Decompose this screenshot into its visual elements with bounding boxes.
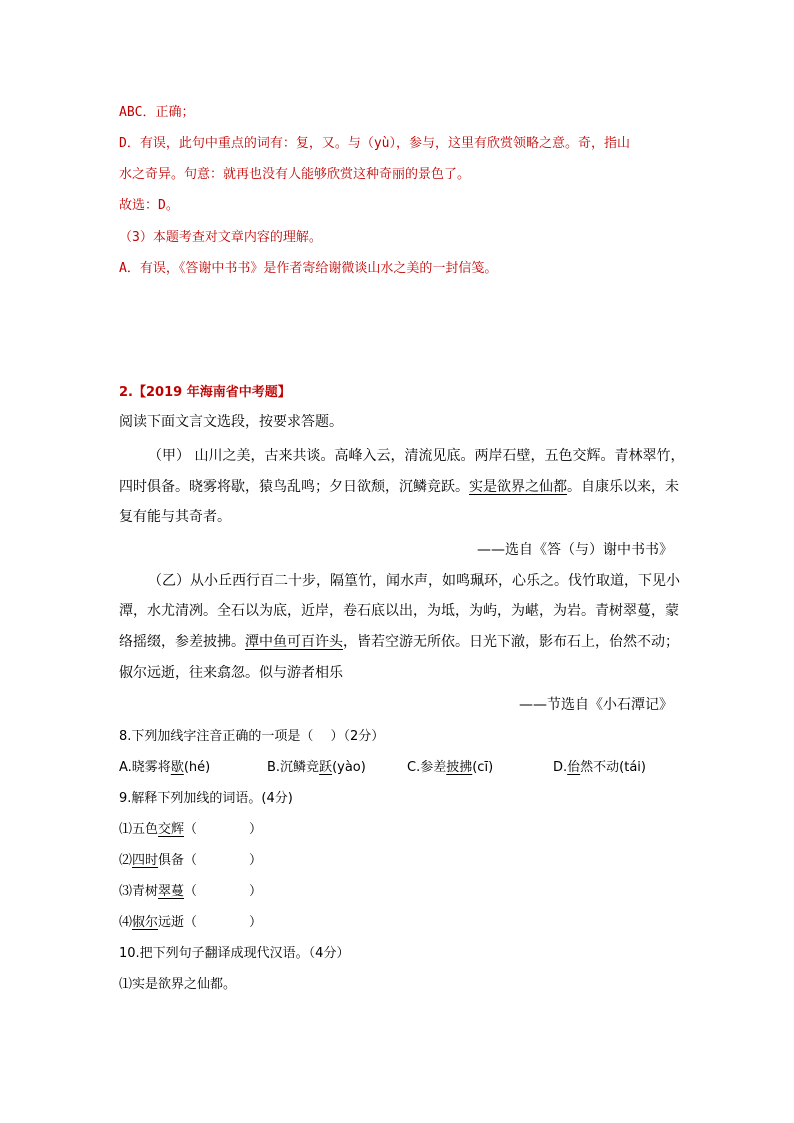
passage-yi-source: ——节选自《小石潭记》 bbox=[519, 697, 673, 713]
q9-item-1-label: ⑴五色 bbox=[119, 822, 159, 837]
q9-item-1 bbox=[119, 820, 262, 840]
passage-yi-line4: 俶尔远逝，往来翕忽。似与游者相乐 bbox=[119, 665, 343, 681]
q9-item-4-label: ⑷ bbox=[119, 915, 133, 930]
passage-yi-line3-tail: ，皆若空游无所依。日光下澈，影布石上，佁然不动； bbox=[343, 634, 679, 650]
q9-item-3 bbox=[119, 882, 262, 902]
underlined-phrase: 实是欲界之仙都 bbox=[469, 479, 567, 495]
passage-jia-line1: （甲） 山川之美，古来共谈。高峰入云，清流见底。两岸石壁，五色交辉。青林翠竹， bbox=[148, 448, 685, 464]
q9-item-2 bbox=[119, 851, 262, 871]
q9-item-2-label: ⑵ bbox=[119, 853, 133, 868]
answer-blank: 俱备（ ） bbox=[158, 853, 263, 868]
answer-q3: （3）本题考查对文章内容的理解。 bbox=[119, 230, 322, 245]
q8-option-b-pinyin: (yào) bbox=[332, 760, 366, 775]
underlined-char: 跃 bbox=[319, 760, 333, 775]
answer-abc: ABC．正确； bbox=[119, 105, 195, 120]
q10-item-1: ⑴实是欲界之仙都。 bbox=[119, 977, 237, 992]
underlined-word: 俶尔 bbox=[132, 915, 159, 930]
answer-q3-a: A．有误，《答谢中书书》是作者寄给谢微谈山水之美的一封信笺。 bbox=[119, 261, 498, 276]
underlined-word: 交辉 bbox=[158, 822, 185, 837]
q8-option-c-pinyin: (cī) bbox=[472, 760, 494, 775]
answer-blank: （ ） bbox=[184, 884, 263, 899]
underlined-char: 披拂 bbox=[446, 760, 473, 775]
q8-option-d: D.佁然不动(tái) bbox=[553, 760, 646, 775]
passage-jia-line2-tail: 。自康乐以来，未 bbox=[567, 479, 679, 495]
q8-option-c bbox=[407, 758, 493, 778]
passage-jia-line3: 复有能与其奇者。 bbox=[119, 509, 231, 525]
underlined-word: 翠蔓 bbox=[158, 884, 185, 899]
passage-yi-line3-text: 络摇缀，参差披拂。 bbox=[119, 634, 245, 650]
q8-stem: 8.下列加线字注音正确的一项是（ ）（2分） bbox=[119, 729, 385, 744]
underlined-char: 歇 bbox=[170, 760, 184, 775]
q8-option-a bbox=[119, 758, 210, 778]
q8-option-b bbox=[267, 758, 366, 778]
q9-stem: 9.解释下列加线的词语。(4分) bbox=[119, 791, 293, 806]
passage-yi-line2: 潭，水尤清冽。全石以为底，近岸，卷石底以出，为坻，为屿，为嵁，为岩。青树翠蔓，蒙 bbox=[119, 603, 679, 619]
underlined-phrase: 潭中鱼可百许头 bbox=[245, 634, 343, 650]
answer-blank: （ ） bbox=[184, 822, 263, 837]
q8-option-a-pinyin: (hé) bbox=[183, 760, 211, 775]
q8-option-b-text: B.沉鳞竞 bbox=[267, 760, 320, 775]
q10-stem: 10.把下列句子翻译成现代汉语。（4分） bbox=[119, 946, 350, 961]
q8-option-a-text: A.晓雾将 bbox=[119, 760, 171, 775]
answer-d-line1: D．有误，此句中重点的词有：复，又。与（yù），参与，这里有欣赏领略之意。奇，指山 bbox=[119, 136, 630, 151]
passage-yi-line1: （乙）从小丘西行百二十步，隔篁竹，闻水声，如鸣珮环，心乐之。伐竹取道，下见小 bbox=[148, 573, 680, 589]
question-header: 2.【2019 年海南省中考题】 bbox=[119, 385, 291, 400]
answer-blank: 远逝（ ） bbox=[158, 915, 263, 930]
q8-option-d-text: 然不动(tái) bbox=[580, 760, 646, 775]
passage-jia-line2-text: 四时俱备。晓雾将歇，猿鸟乱鸣；夕日欲颓，沉鳞竞跃。 bbox=[119, 479, 469, 495]
passage-jia-source: ——选自《答（与）谢中书书》 bbox=[477, 542, 673, 558]
q8-option-c-text: C.参差 bbox=[407, 760, 447, 775]
answer-choice: 故选：D。 bbox=[119, 198, 179, 213]
passage-jia-line2 bbox=[119, 477, 679, 497]
question-instruction: 阅读下面文言文选段，按要求答题。 bbox=[119, 414, 343, 430]
underlined-word: 四时 bbox=[132, 853, 159, 868]
passage-yi-line3 bbox=[119, 632, 679, 652]
q9-item-4 bbox=[119, 913, 262, 933]
q9-item-3-label: ⑶青树 bbox=[119, 884, 159, 899]
underlined-char: 佁 bbox=[567, 760, 581, 775]
answer-d-line2: 水之奇异。句意：就再也没有人能够欣赏这种奇丽的景色了。 bbox=[119, 167, 471, 182]
